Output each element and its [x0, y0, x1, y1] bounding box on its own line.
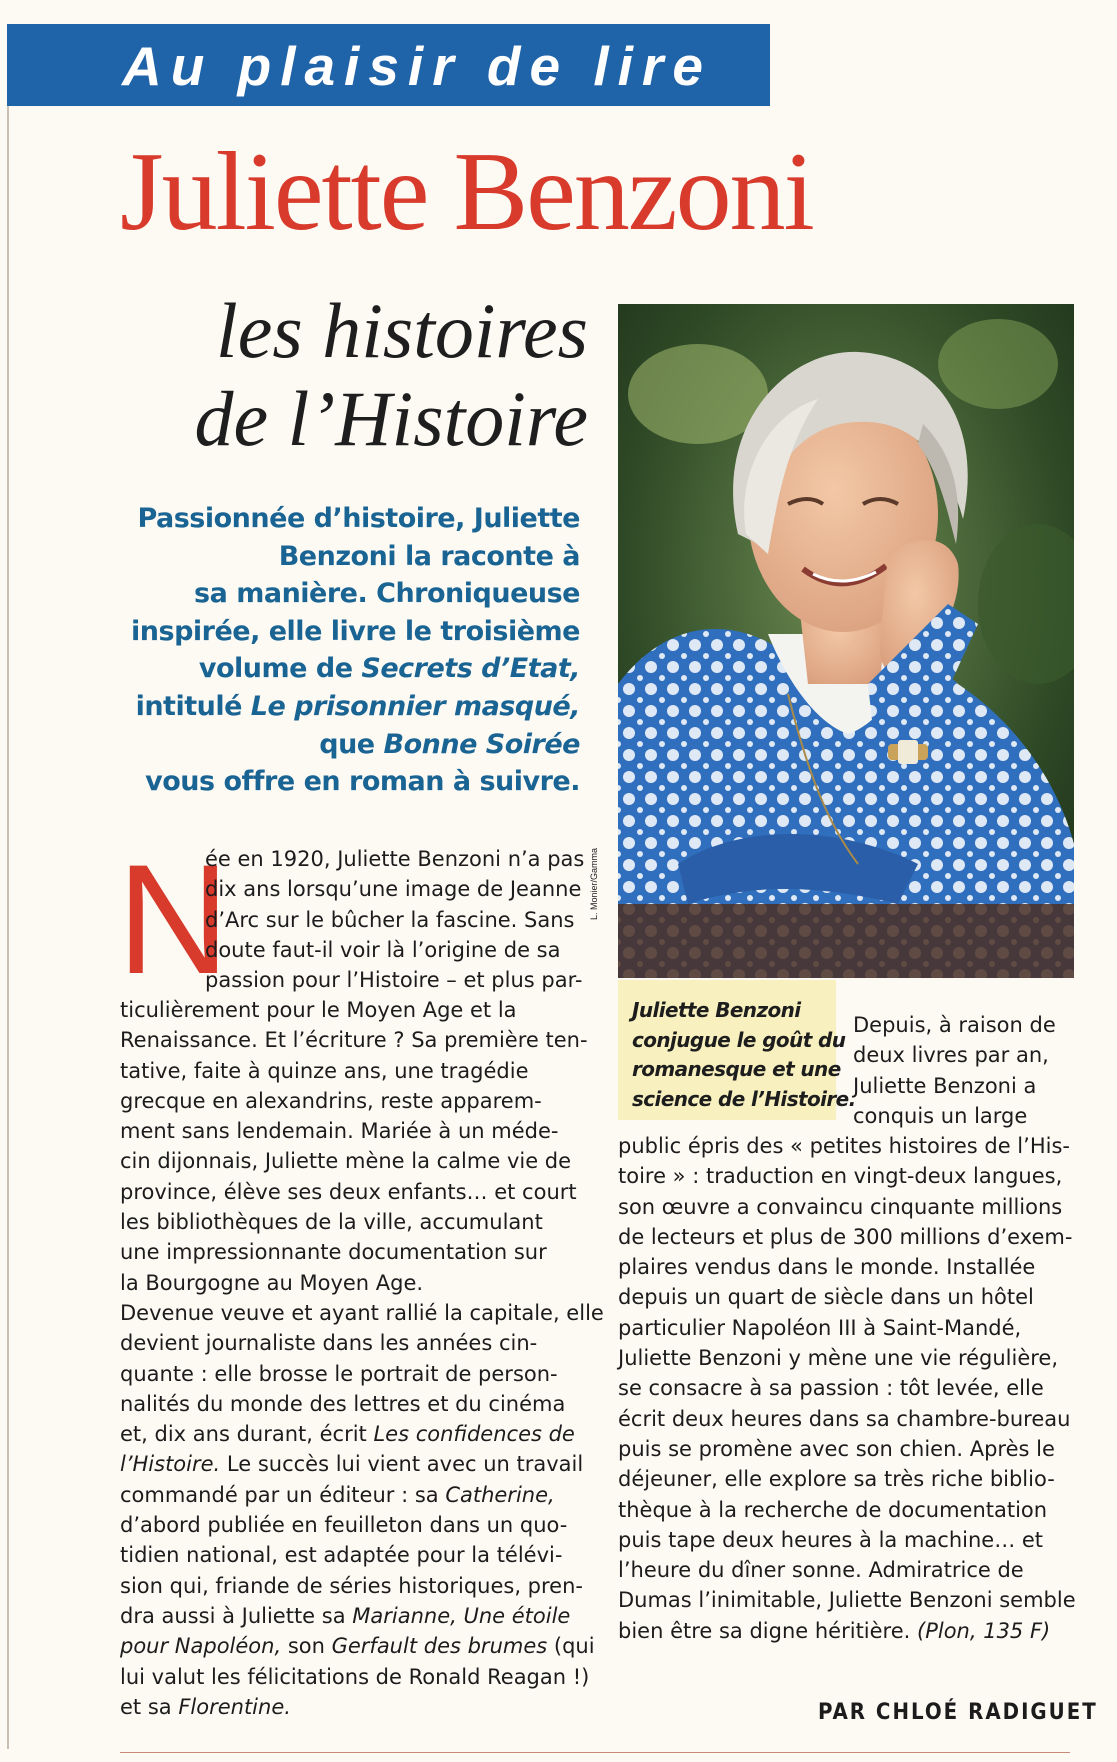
- text-line: quante : elle brosse le portrait de person-: [120, 1361, 558, 1386]
- text-segment: et, dix ans durant, écrit: [120, 1422, 374, 1447]
- text-segment: intitulé: [135, 690, 251, 722]
- text-line: Depuis, à raison de: [853, 1013, 1056, 1037]
- lead-line: Passionnée d’histoire, Juliette: [137, 503, 580, 534]
- text-line: plaires vendus dans le monde. Installée: [618, 1255, 1036, 1280]
- page-edge: [7, 24, 9, 1749]
- text-line: puis tape deux heures à la machine… et: [618, 1527, 1044, 1552]
- text-line: thèque à la recherche de documentation: [618, 1497, 1048, 1522]
- rubric-banner: [7, 24, 770, 106]
- portrait-illustration: [618, 304, 1074, 978]
- text-line: Renaissance. Et l’écriture ? Sa première ten-: [120, 1028, 588, 1053]
- text-line: [120, 1631, 604, 1661]
- text-line: lui valut les félicitations de Ronald Reagan !): [120, 1664, 590, 1689]
- text-line: passion pour l’Histoire – et plus par-: [205, 968, 583, 993]
- text-line: une impressionnante documentation sur: [120, 1240, 547, 1265]
- italic-title: Gerfault des brumes: [331, 1634, 548, 1659]
- text-line: puis se promène avec son chien. Après le: [618, 1436, 1055, 1461]
- lead-line: [100, 650, 580, 688]
- bottom-rule: [120, 1752, 1070, 1753]
- lead-paragraph: [100, 500, 580, 801]
- text-segment: commandé par un éditeur : sa: [120, 1482, 446, 1507]
- photo-caption: [632, 996, 856, 1114]
- column-2-intro: [853, 1010, 1056, 1131]
- italic-title: l’Histoire.: [120, 1452, 221, 1477]
- text-segment: dra aussi à Juliette sa: [120, 1603, 353, 1628]
- text-line: depuis un quart de siècle dans un hôtel: [618, 1285, 1034, 1310]
- text-line: son œuvre a convaincu cinquante millions: [618, 1194, 1063, 1219]
- text-line: d’Arc sur le bûcher la fascine. Sans: [205, 907, 575, 932]
- lead-line: [100, 688, 580, 726]
- article-title: Juliette Benzoni: [120, 130, 813, 254]
- photo-credit: L. Monier/Gamma: [589, 847, 599, 920]
- column-1-intro: [205, 844, 584, 995]
- text-line: cin dijonnais, Juliette mène la calme vie de: [120, 1149, 572, 1174]
- text-line: déjeuner, elle explore sa très riche biblio-: [618, 1467, 1055, 1492]
- article-subtitle: [90, 287, 588, 463]
- text-line: d’abord publiée en feuilleton dans un quo-: [120, 1513, 568, 1538]
- rubric-label: Au plaisir de lire: [122, 35, 712, 97]
- italic-title: Les confidences de: [373, 1422, 575, 1447]
- text-segment: bien être sa digne héritière.: [618, 1618, 918, 1643]
- text-line: Dumas l’inimitable, Juliette Benzoni semble: [618, 1588, 1076, 1613]
- text-segment: Le succès lui vient avec un travail: [220, 1452, 584, 1477]
- text-line: [120, 1692, 604, 1722]
- text-line: deux livres par an,: [853, 1043, 1049, 1068]
- text-segment: que: [319, 728, 384, 760]
- caption-line: conjugue le goût du: [632, 1027, 846, 1052]
- text-line: [120, 1601, 604, 1631]
- text-segment: son: [281, 1634, 332, 1659]
- column-2-body: [618, 1131, 1076, 1646]
- text-line: public épris des « petites histoires de l’His-: [618, 1134, 1070, 1158]
- text-line: province, élève ses deux enfants… et court: [120, 1179, 577, 1204]
- text-line: dix ans lorsqu’une image de Jeanne: [205, 877, 582, 902]
- text-line: toire » : traduction en vingt-deux langues,: [618, 1164, 1063, 1189]
- caption-line: romanesque et une: [632, 1057, 841, 1081]
- italic-title: Bonne Soirée: [383, 728, 580, 760]
- text-line: de lecteurs et plus de 300 millions d’exem-: [618, 1224, 1073, 1249]
- text-line: Juliette Benzoni y mène une vie régulière,: [618, 1346, 1059, 1371]
- lead-line: inspirée, elle livre le troisième: [131, 615, 580, 647]
- italic-title: Florentine.: [178, 1694, 291, 1719]
- text-line: tidien national, est adaptée pour la télévi-: [120, 1543, 563, 1568]
- italic-title: Secrets d’Etat,: [361, 653, 580, 685]
- author-photo: [618, 304, 1074, 978]
- text-line: nalités du monde des lettres et du cinéma: [120, 1391, 566, 1416]
- text-line: particulier Napoléon III à Saint-Mandé,: [618, 1315, 1022, 1340]
- text-segment: (qui: [547, 1634, 595, 1659]
- text-line: devient journaliste dans les années cin-: [120, 1331, 538, 1356]
- text-line: la Bourgogne au Moyen Age.: [120, 1270, 424, 1295]
- text-segment: volume de: [198, 653, 362, 685]
- text-line: ment sans lendemain. Mariée à un méde-: [120, 1119, 559, 1144]
- text-line: [120, 1480, 604, 1510]
- text-line: écrit deux heures dans sa chambre-bureau: [618, 1406, 1071, 1431]
- text-line: l’heure du dîner sonne. Admiratrice de: [618, 1558, 1024, 1583]
- text-line: conquis un large: [853, 1103, 1028, 1128]
- italic-title: (Plon, 135 F): [917, 1618, 1051, 1643]
- text-line: doute faut-il voir là l’origine de sa: [205, 937, 561, 962]
- text-line: sion qui, friande de séries historiques, pren-: [120, 1573, 583, 1598]
- text-line: ticulièrement pour le Moyen Age et la: [120, 998, 517, 1022]
- column-1-body: [120, 995, 604, 1722]
- lead-line: vous offre en roman à suivre.: [145, 766, 580, 798]
- lead-line: Benzoni la raconte à: [278, 540, 580, 572]
- text-line: [120, 1419, 604, 1449]
- text-line: ée en 1920, Juliette Benzoni n’a pas: [205, 847, 585, 871]
- italic-title: pour Napoléon,: [120, 1634, 282, 1659]
- byline: PAR CHLOÉ RADIGUET: [818, 1700, 1098, 1725]
- text-line: Juliette Benzoni a: [853, 1073, 1037, 1098]
- drop-cap: N: [117, 833, 230, 1007]
- italic-title: Marianne, Une étoile: [352, 1603, 571, 1628]
- text-line: Devenue veuve et ayant rallié la capitale, elle: [120, 1300, 604, 1325]
- subtitle-line: les histoires: [216, 287, 588, 374]
- italic-title: Catherine,: [445, 1482, 555, 1507]
- text-line: tative, faite à quinze ans, une tragédie: [120, 1058, 529, 1083]
- text-segment: et sa: [120, 1694, 179, 1719]
- subtitle-line: de l’Histoire: [194, 375, 588, 462]
- lead-line: [100, 726, 580, 764]
- text-line: [120, 1449, 604, 1479]
- lead-line: sa manière. Chroniqueuse: [194, 578, 580, 610]
- italic-title: Le prisonnier masqué,: [250, 690, 580, 722]
- text-line: grecque en alexandrins, reste apparem-: [120, 1088, 542, 1113]
- text-line: se consacre à sa passion : tôt levée, elle: [618, 1376, 1044, 1401]
- text-line: les bibliothèques de la ville, accumulant: [120, 1210, 543, 1235]
- text-line: [618, 1616, 1076, 1646]
- caption-line: Juliette Benzoni: [632, 998, 801, 1022]
- caption-line: science de l’Histoire.: [632, 1086, 856, 1111]
